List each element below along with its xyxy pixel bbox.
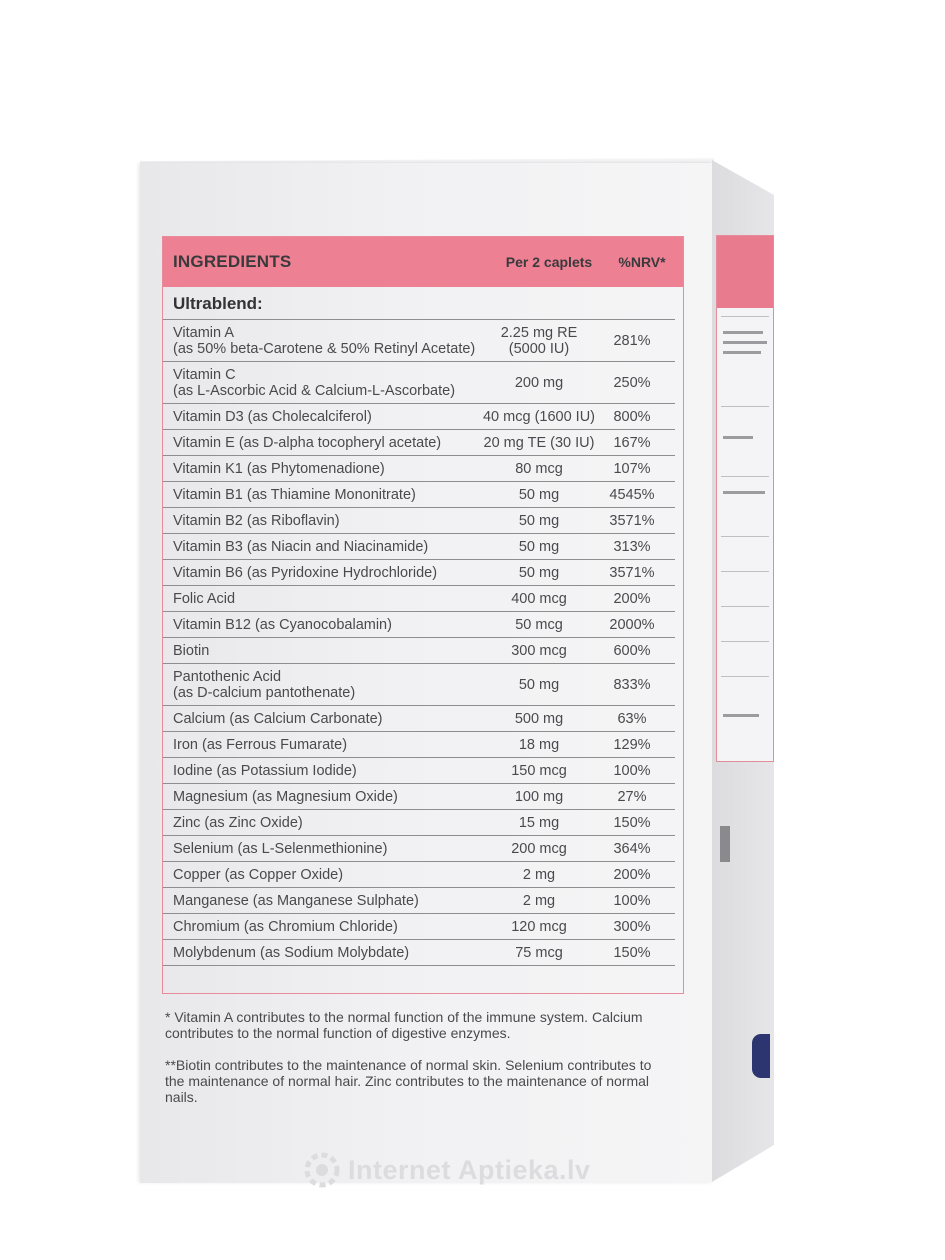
ingredients-title: INGREDIENTS: [173, 252, 292, 271]
amount-text: 15 mg: [518, 814, 560, 831]
ingredient-amount: [481, 945, 597, 961]
side-divider: [721, 536, 769, 537]
ingredient-name-text: Biotin: [173, 642, 210, 659]
table-row: [163, 940, 675, 966]
ingredient-rows: [163, 320, 675, 966]
ingredient-name-text: Vitamin A: [173, 324, 234, 341]
table-row: [163, 706, 675, 732]
ingredient-name: [163, 945, 481, 961]
amount-text: 500 mg: [514, 710, 564, 727]
ingredient-name-text: Vitamin E (as D-alpha tocopheryl acetate): [173, 434, 442, 451]
ingredient-name-text: Molybdenum (as Sodium Molybdate): [173, 944, 410, 961]
ingredient-name: [163, 763, 481, 779]
watermark: [304, 1152, 591, 1188]
ingredient-amount: [481, 867, 597, 883]
ingredient-amount: [481, 841, 597, 857]
table-row: [163, 612, 675, 638]
side-divider: [721, 606, 769, 607]
ingredient-amount: [481, 591, 597, 607]
amount-text: 18 mg: [518, 736, 560, 753]
ingredient-name-text: Pantothenic Acid: [173, 668, 282, 685]
ingredient-name: [163, 617, 481, 633]
side-divider: [721, 476, 769, 477]
table-row: [163, 888, 675, 914]
amount-text: 200 mcg: [511, 840, 567, 857]
ingredient-amount: [481, 461, 597, 477]
ingredient-name: [163, 643, 481, 659]
ingredient-name: [163, 669, 481, 701]
side-label-header: [717, 236, 773, 308]
ingredient-nrv: 167%: [613, 434, 651, 451]
ingredient-nrv: 300%: [613, 918, 651, 935]
table-row: [163, 456, 675, 482]
ingredient-nrv: 63%: [617, 710, 647, 727]
amount-text: 120 mcg: [511, 918, 567, 935]
ingredient-amount: [481, 325, 597, 357]
ingredient-name-text: Vitamin B3 (as Niacin and Niacinamide): [173, 538, 429, 555]
table-row: [163, 758, 675, 784]
ingredient-name: [163, 737, 481, 753]
side-text-line: [723, 341, 767, 344]
table-row: [163, 810, 675, 836]
amount-text: 400 mcg: [511, 590, 567, 607]
footnotes: [165, 1009, 665, 1121]
ingredient-amount: [481, 487, 597, 503]
ingredient-name: [163, 815, 481, 831]
side-divider: [721, 316, 769, 317]
ingredient-name: [163, 841, 481, 857]
amount-text: 50 mg: [518, 564, 560, 581]
amount-text: 300 mcg: [511, 642, 567, 659]
ingredient-name-text: Vitamin D3 (as Cholecalciferol): [173, 408, 372, 425]
ingredient-name: [163, 711, 481, 727]
footnote-1: * Vitamin A contributes to the normal function of the immune system. Calcium contributes to the normal function of digestive enzymes.: [165, 1009, 643, 1041]
ingredient-nrv: 833%: [613, 676, 651, 693]
ingredient-nrv: 313%: [613, 538, 651, 555]
ingredient-name-text: Calcium (as Calcium Carbonate): [173, 710, 383, 727]
ingredient-nrv: 600%: [613, 642, 651, 659]
nrv-label: %NRV*: [618, 254, 666, 270]
ingredient-amount: [481, 711, 597, 727]
table-row: [163, 586, 675, 612]
ingredient-name-text: Vitamin K1 (as Phytomenadione): [173, 460, 385, 477]
ingredient-nrv: 250%: [613, 374, 651, 391]
amount-text: 50 mg: [518, 512, 560, 529]
side-label-panel: [716, 235, 774, 762]
side-badge: [752, 1034, 770, 1078]
side-divider: [721, 676, 769, 677]
ingredient-amount: [481, 617, 597, 633]
table-row: [163, 836, 675, 862]
table-row: [163, 638, 675, 664]
amount-text: 200 mg: [514, 374, 564, 391]
ingredient-name-text: Magnesium (as Magnesium Oxide): [173, 788, 398, 805]
pharmacy-icon: [304, 1152, 340, 1188]
per-serving-label: Per 2 caplets: [505, 254, 593, 270]
table-row: [163, 664, 675, 706]
ingredient-name: [163, 513, 481, 529]
ingredient-amount: [481, 435, 597, 451]
ingredient-nrv: 27%: [617, 788, 647, 805]
ingredient-nrv: 129%: [613, 736, 651, 753]
section-title: Ultrablend:: [163, 287, 675, 320]
ingredient-amount: [481, 375, 597, 391]
ingredient-amount: [481, 919, 597, 935]
table-row: [163, 362, 675, 404]
ingredient-name: [163, 461, 481, 477]
ingredient-nrv: 107%: [613, 460, 651, 477]
ingredient-nrv: 364%: [613, 840, 651, 857]
ingredient-name-text: Vitamin B1 (as Thiamine Mononitrate): [173, 486, 416, 503]
ingredient-source-text: (as D-calcium pantothenate): [173, 684, 356, 701]
side-text-line: [723, 491, 765, 494]
side-logo: [720, 826, 730, 862]
ingredient-name-text: Iron (as Ferrous Fumarate): [173, 736, 348, 753]
ingredient-amount: [481, 513, 597, 529]
ingredient-amount: [481, 677, 597, 693]
ingredient-nrv: 200%: [613, 866, 651, 883]
ingredient-name-text: Vitamin B2 (as Riboflavin): [173, 512, 340, 529]
ingredient-nrv: 150%: [613, 944, 651, 961]
amount-text: 150 mcg: [511, 762, 567, 779]
side-divider: [721, 406, 769, 407]
ingredient-nrv: 3571%: [609, 564, 655, 581]
ingredient-nrv: 150%: [613, 814, 651, 831]
footnote-2: **Biotin contributes to the maintenance of normal skin. Selenium contributes to the maintenance of normal hair. Zinc contributes to the maintenance of normal nails.: [165, 1057, 652, 1105]
amount-text: 2 mg: [522, 892, 556, 909]
ingredient-name: [163, 591, 481, 607]
ingredient-nrv: 3571%: [609, 512, 655, 529]
side-text-line: [723, 351, 761, 354]
ingredient-name-text: Vitamin B6 (as Pyridoxine Hydrochloride): [173, 564, 438, 581]
ingredient-nrv: 4545%: [609, 486, 655, 503]
amount-text: 20 mg TE (30 IU): [483, 434, 595, 451]
ingredient-name: [163, 367, 481, 399]
side-text-line: [723, 714, 759, 717]
ingredient-name: [163, 867, 481, 883]
ingredient-amount: [481, 789, 597, 805]
ingredient-nrv: 2000%: [609, 616, 655, 633]
ingredient-name: [163, 919, 481, 935]
ingredient-name-text: Copper (as Copper Oxide): [173, 866, 344, 883]
amount-text: 50 mcg: [515, 616, 563, 633]
table-row: [163, 508, 675, 534]
ingredient-name-text: Vitamin C: [173, 366, 236, 383]
ingredient-amount: [481, 893, 597, 909]
ingredient-name-text: Iodine (as Potassium Iodide): [173, 762, 357, 779]
ingredient-amount: [481, 643, 597, 659]
ingredient-name: [163, 893, 481, 909]
amount-text: 50 mg: [518, 676, 560, 693]
amount-text: 100 mg: [514, 788, 564, 805]
ingredient-name: [163, 539, 481, 555]
ingredient-nrv: 200%: [613, 590, 651, 607]
ingredient-nrv: 100%: [613, 892, 651, 909]
watermark-text: Internet Aptieka.lv: [348, 1154, 591, 1185]
table-row: [163, 784, 675, 810]
amount-text: 40 mcg (1600 IU): [482, 408, 596, 425]
ingredient-source-text: (as L-Ascorbic Acid & Calcium-L-Ascorbate): [173, 382, 456, 399]
ingredient-source-text: (as 50% beta-Carotene & 50% Retinyl Acetate): [173, 340, 476, 357]
amount-sub-text: (5000 IU): [508, 340, 570, 357]
table-row: [163, 560, 675, 586]
ingredient-nrv: 281%: [613, 332, 651, 349]
ingredient-name-text: Selenium (as L-Selenmethionine): [173, 840, 388, 857]
amount-text: 50 mg: [518, 538, 560, 555]
ingredient-name-text: Manganese (as Manganese Sulphate): [173, 892, 419, 909]
ingredients-panel: [162, 236, 684, 994]
table-row: [163, 404, 675, 430]
ingredient-nrv: 800%: [613, 408, 651, 425]
ingredient-amount: [481, 565, 597, 581]
side-divider: [721, 641, 769, 642]
ingredient-name: [163, 435, 481, 451]
side-divider: [721, 571, 769, 572]
ingredient-amount: [481, 815, 597, 831]
ingredient-name: [163, 325, 481, 357]
ingredient-amount: [481, 539, 597, 555]
ingredient-amount: [481, 737, 597, 753]
ingredient-name-text: Chromium (as Chromium Chloride): [173, 918, 398, 935]
table-row: [163, 732, 675, 758]
amount-text: 50 mg: [518, 486, 560, 503]
table-row: [163, 914, 675, 940]
side-text-line: [723, 331, 763, 334]
ingredient-name-text: Vitamin B12 (as Cyanocobalamin): [173, 616, 392, 633]
ingredient-name: [163, 565, 481, 581]
ingredient-amount: [481, 763, 597, 779]
ingredient-name: [163, 487, 481, 503]
side-text-line: [723, 436, 753, 439]
table-row: [163, 482, 675, 508]
panel-header: [163, 237, 683, 287]
ingredient-name-text: Zinc (as Zinc Oxide): [173, 814, 303, 831]
table-row: [163, 320, 675, 362]
ingredient-name: [163, 409, 481, 425]
table-row: [163, 430, 675, 456]
amount-text: 2 mg: [522, 866, 556, 883]
ingredient-amount: [481, 409, 597, 425]
amount-text: 75 mcg: [515, 944, 563, 961]
amount-text: 80 mcg: [515, 460, 563, 477]
ingredient-name: [163, 789, 481, 805]
ingredient-name-text: Folic Acid: [173, 590, 236, 607]
table-row: [163, 862, 675, 888]
amount-text: 2.25 mg RE: [500, 324, 578, 341]
table-row: [163, 534, 675, 560]
ingredient-nrv: 100%: [613, 762, 651, 779]
